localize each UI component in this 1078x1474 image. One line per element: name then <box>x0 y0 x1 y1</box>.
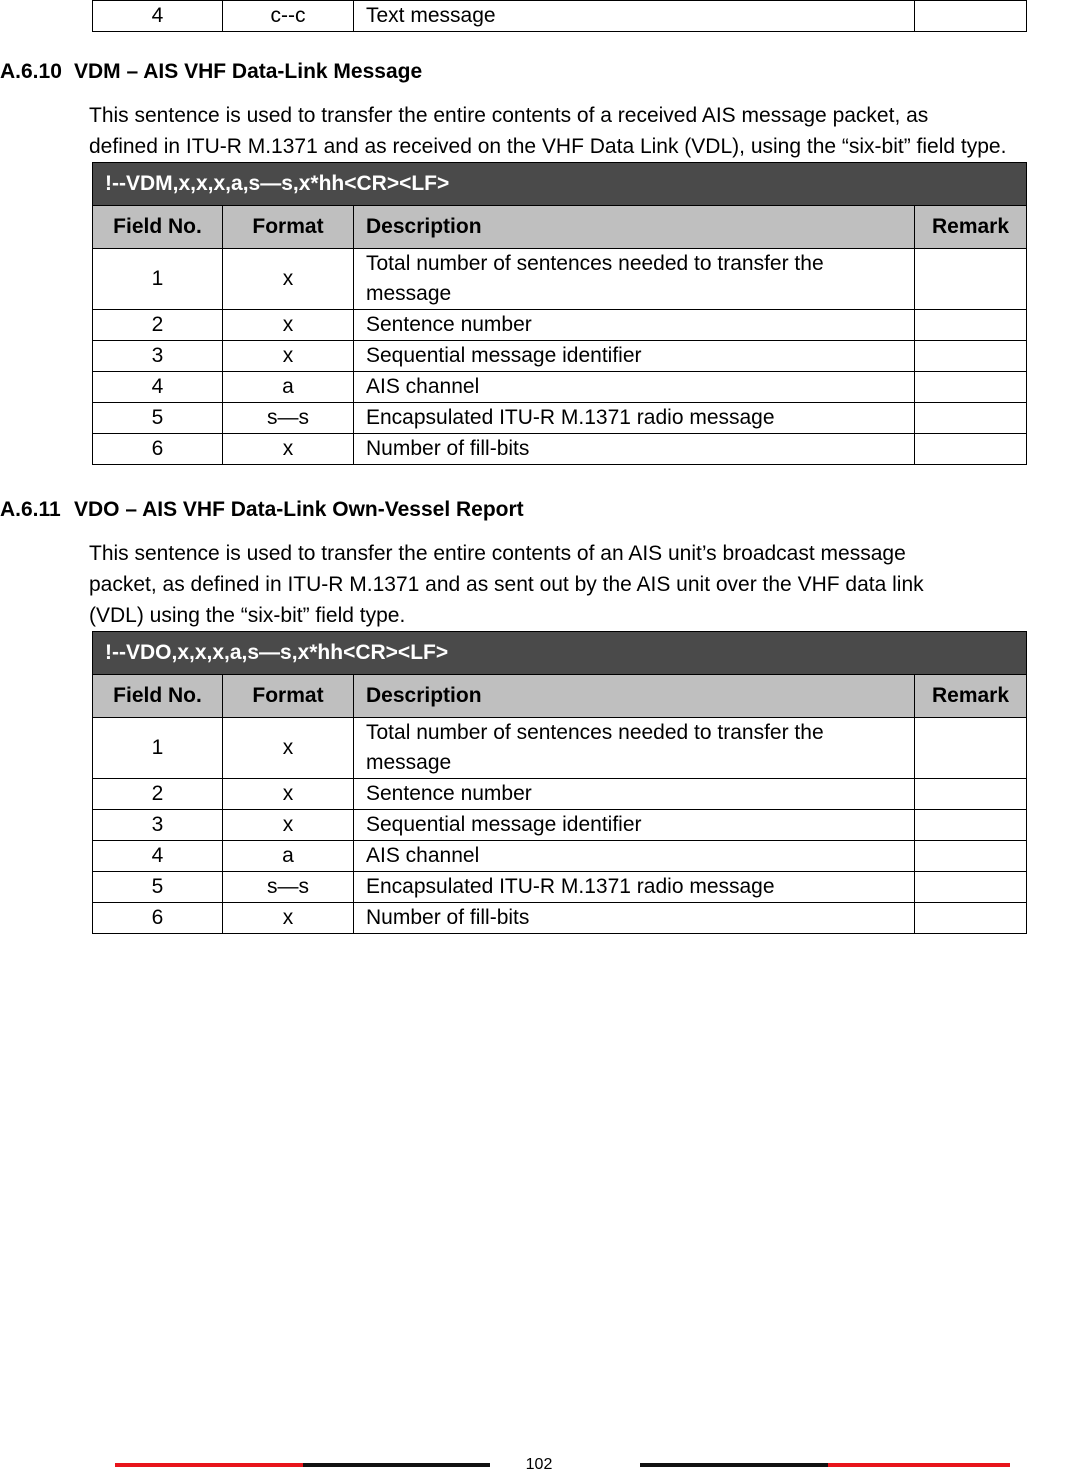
footer-bar-red-right <box>828 1463 1010 1467</box>
paragraph-line: This sentence is used to transfer the entire contents of an AIS unit’s broadcast message <box>89 542 906 565</box>
format-cell: x <box>223 779 354 810</box>
format-cell: x <box>223 718 354 779</box>
field-no-cell: 6 <box>93 434 223 465</box>
field-no-cell: 2 <box>93 779 223 810</box>
format-cell: c--c <box>223 1 354 32</box>
field-no-cell: 1 <box>93 249 223 310</box>
remark-cell <box>915 841 1027 872</box>
remark-cell <box>915 341 1027 372</box>
remark-cell <box>915 779 1027 810</box>
header-description: Description <box>354 675 915 718</box>
description-cell: Sequential message identifier <box>354 341 915 372</box>
description-cell: Sentence number <box>354 779 915 810</box>
vdm-table <box>92 162 1027 465</box>
paragraph-line: This sentence is used to transfer the entire contents of a received AIS message packet, as <box>89 104 929 127</box>
field-no-cell: 6 <box>93 903 223 934</box>
remark-cell <box>915 1 1027 32</box>
remark-cell <box>915 310 1027 341</box>
format-cell: x <box>223 249 354 310</box>
paragraph-line: packet, as defined in ITU-R M.1371 and as sent out by the AIS unit over the VHF data link <box>89 573 924 596</box>
previous-table-tail <box>92 0 1027 32</box>
field-no-cell: 3 <box>93 341 223 372</box>
field-no-cell: 3 <box>93 810 223 841</box>
description-cell: Encapsulated ITU-R M.1371 radio message <box>354 872 915 903</box>
paragraph-line: defined in ITU-R M.1371 and as received on the VHF Data Link (VDL), using the “six-bit” field type. <box>89 135 1007 158</box>
field-no-cell: 4 <box>93 1 223 32</box>
table-row <box>93 810 1027 841</box>
description-cell: Sequential message identifier <box>354 810 915 841</box>
description-cell: Total number of sentences needed to transfer the message <box>354 718 915 779</box>
section-paragraph-vdo <box>89 538 924 631</box>
header-description: Description <box>354 206 915 249</box>
header-format: Format <box>223 206 354 249</box>
paragraph-line: (VDL) using the “six-bit” field type. <box>89 604 406 627</box>
remark-cell <box>915 434 1027 465</box>
format-cell: x <box>223 810 354 841</box>
sentence-format: !--VDM,x,x,x,a,s—s,x*hh<CR><LF> <box>93 163 1027 206</box>
remark-cell <box>915 403 1027 434</box>
table-row <box>93 310 1027 341</box>
table-row <box>93 872 1027 903</box>
section-paragraph-vdm <box>89 100 1006 162</box>
remark-cell <box>915 903 1027 934</box>
field-no-cell: 5 <box>93 403 223 434</box>
format-cell: x <box>223 341 354 372</box>
description-cell: Number of fill-bits <box>354 434 915 465</box>
section-title: VDM – AIS VHF Data-Link Message <box>74 60 423 83</box>
remark-cell <box>915 810 1027 841</box>
section-number: A.6.10 <box>0 60 62 83</box>
format-cell: x <box>223 903 354 934</box>
table-row <box>93 903 1027 934</box>
description-cell: Text message <box>354 1 915 32</box>
table-row <box>93 841 1027 872</box>
format-cell: a <box>223 372 354 403</box>
table-row <box>93 1 1027 32</box>
description-cell: Sentence number <box>354 310 915 341</box>
table-row <box>93 249 1027 310</box>
table-row <box>93 718 1027 779</box>
header-remark: Remark <box>915 206 1027 249</box>
table-row <box>93 403 1027 434</box>
description-cell: AIS channel <box>354 841 915 872</box>
description-cell: AIS channel <box>354 372 915 403</box>
format-cell: s—s <box>223 403 354 434</box>
remark-cell <box>915 718 1027 779</box>
field-no-cell: 5 <box>93 872 223 903</box>
table-row <box>93 779 1027 810</box>
remark-cell <box>915 872 1027 903</box>
vdo-table <box>92 631 1027 934</box>
section-heading-vdm <box>0 60 422 84</box>
section-number: A.6.11 <box>0 498 61 521</box>
format-cell: a <box>223 841 354 872</box>
remark-cell <box>915 249 1027 310</box>
section-heading-vdo <box>0 498 524 522</box>
header-field-no: Field No. <box>93 675 223 718</box>
field-no-cell: 2 <box>93 310 223 341</box>
sentence-format: !--VDO,x,x,x,a,s—s,x*hh<CR><LF> <box>93 632 1027 675</box>
header-format: Format <box>223 675 354 718</box>
page-number: 102 <box>525 1456 553 1473</box>
field-no-cell: 1 <box>93 718 223 779</box>
header-field-no: Field No. <box>93 206 223 249</box>
format-cell: s—s <box>223 872 354 903</box>
table-row <box>93 434 1027 465</box>
description-cell: Encapsulated ITU-R M.1371 radio message <box>354 403 915 434</box>
field-no-cell: 4 <box>93 372 223 403</box>
description-cell: Number of fill-bits <box>354 903 915 934</box>
header-remark: Remark <box>915 675 1027 718</box>
section-title: VDO – AIS VHF Data-Link Own-Vessel Report <box>74 498 524 521</box>
table-row <box>93 372 1027 403</box>
format-cell: x <box>223 434 354 465</box>
footer-bar-black-right <box>640 1463 828 1467</box>
table-row <box>93 341 1027 372</box>
format-cell: x <box>223 310 354 341</box>
description-cell: Total number of sentences needed to transfer the message <box>354 249 915 310</box>
remark-cell <box>915 372 1027 403</box>
field-no-cell: 4 <box>93 841 223 872</box>
